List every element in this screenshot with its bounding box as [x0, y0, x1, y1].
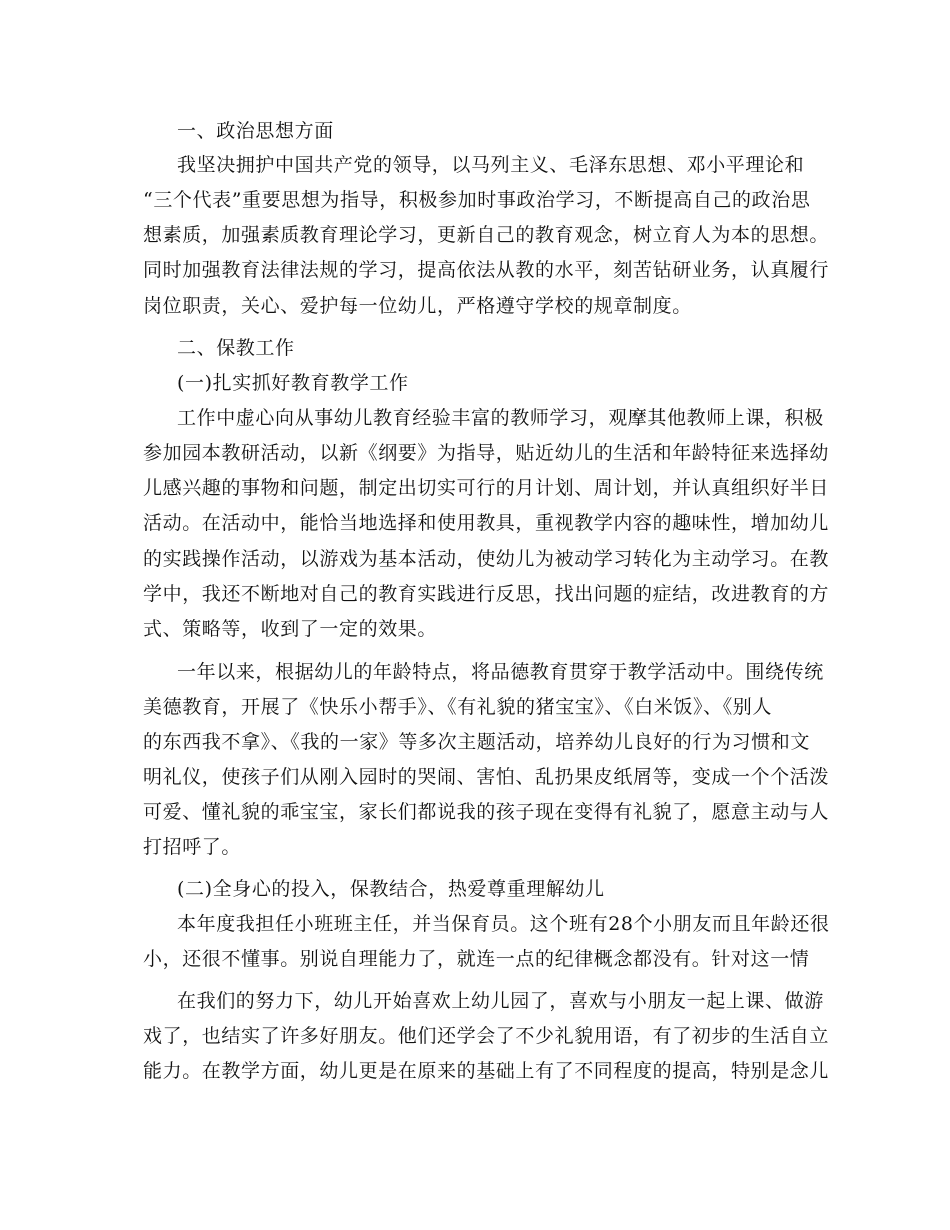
- paragraph-line: 一年以来，根据幼儿的年龄特点，将品德教育贯穿于教学活动中。围绕传统: [177, 661, 824, 683]
- paragraph-line: 同时加强教育法律法规的学习，提高依法从教的水平，刻苦钻研业务，认真履行: [143, 259, 830, 281]
- paragraph-line: 本年度我担任小班班主任，并当保育员。这个班有28个小朋友而且年龄还很: [177, 913, 830, 935]
- paragraph-line: 学中，我还不断地对自己的教育实践进行反思，找出问题的症结，改进教育的方: [143, 583, 830, 605]
- paragraph-line: 明礼仪，使孩子们从刚入园时的哭闹、害怕、乱扔果皮纸屑等，变成一个个活泼: [143, 766, 830, 788]
- heading-care-education: 二、保教工作: [177, 337, 295, 359]
- paragraph-line: 参加园本教研活动，以新《纲要》为指导，贴近幼儿的生活和年龄特征来选择幼: [143, 442, 830, 464]
- paragraph-line: 岗位职责，关心、爱护每一位幼儿，严格遵守学校的规章制度。: [143, 295, 692, 317]
- paragraph-line: 我坚决拥护中国共产党的领导，以马列主义、毛泽东思想、邓小平理论和: [177, 154, 805, 176]
- paragraph-line: 能力。在教学方面，幼儿更是在原来的基础上有了不同程度的提高，特别是念儿: [143, 1060, 830, 1082]
- paragraph-line: 美德教育，开展了《快乐小帮手》、《有礼貌的猪宝宝》、《白米饭》、《别人: [143, 696, 773, 718]
- paragraph-line: 戏了，也结实了许多好朋友。他们还学会了不少礼貌用语，有了初步的生活自立: [143, 1025, 830, 1047]
- paragraph-line: 在我们的努力下，幼儿开始喜欢上幼儿园了，喜欢与小朋友一起上课、做游: [177, 990, 824, 1012]
- paragraph-line: “三个代表”重要思想为指导，积极参加时事政治学习，不断提高自己的政治思: [143, 189, 811, 211]
- paragraph-line: 活动。在活动中，能恰当地选择和使用教具，重视教学内容的趣味性，增加幼儿: [143, 512, 830, 534]
- paragraph-line: 儿感兴趣的事物和问题，制定出切实可行的月计划、周计划，并认真组织好半日: [143, 477, 830, 499]
- paragraph-line: 想素质，加强素质教育理论学习，更新自己的教育观念，树立育人为本的思想。: [143, 224, 830, 246]
- subheading-teaching-work: (一)扎实抓好教育教学工作: [177, 372, 409, 394]
- paragraph-line: 可爱、懂礼貌的乖宝宝，家长们都说我的孩子现在变得有礼貌了，愿意主动与人: [143, 801, 830, 823]
- paragraph-line: 的实践操作活动，以游戏为基本活动，使幼儿为被动学习转化为主动学习。在教: [143, 548, 830, 570]
- paragraph-line: 小，还很不懂事。别说自理能力了，就连一点的纪律概念都没有。针对这一情: [143, 948, 810, 970]
- subheading-care-combination: (二)全身心的投入，保教结合，热爱尊重理解幼儿: [177, 878, 605, 900]
- heading-political-thought: 一、政治思想方面: [177, 120, 334, 142]
- paragraph-line: 打招呼了。: [143, 836, 242, 858]
- paragraph-line: 式、策略等，收到了一定的效果。: [143, 618, 438, 640]
- paragraph-line: 的东西我不拿》、《我的一家》等多次主题活动，培养幼儿良好的行为习惯和文: [143, 731, 811, 753]
- paragraph-line: 工作中虚心向从事幼儿教育经验丰富的教师学习，观摩其他教师上课，积极: [177, 407, 824, 429]
